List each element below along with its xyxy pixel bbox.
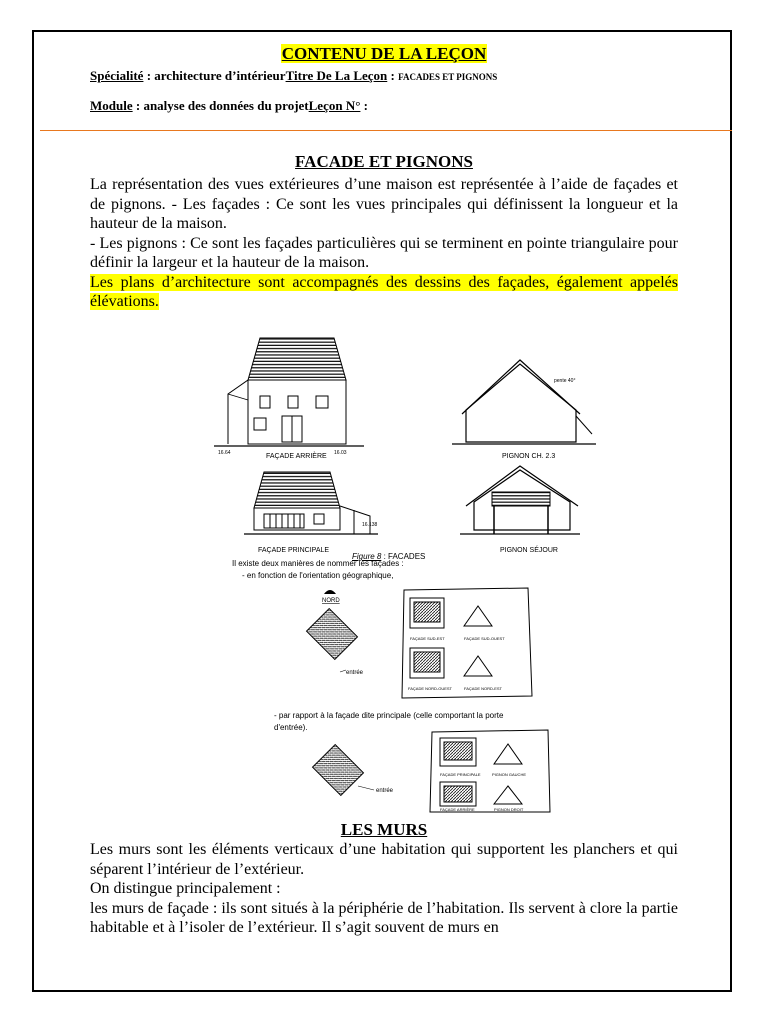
pignon-sejour-drawing [460, 466, 580, 534]
paragraph-murs-def: Les murs sont les éléments verticaux d’une habitation qui supportent les planchers et qui séparent l’intérieur de l’extérieur. [90, 841, 678, 878]
figure-facades [184, 330, 604, 561]
titre-label: Titre De La Leçon [285, 68, 388, 83]
label-pignon-sejour: PIGNON SÉJOUR [500, 547, 558, 554]
facade-principale-drawing [244, 472, 378, 534]
svg-text:FAÇADE ARRIÈRE: FAÇADE ARRIÈRE [266, 453, 327, 460]
svg-text:entrée: entrée [346, 670, 364, 676]
specialite-label: Spécialité [90, 68, 144, 83]
svg-text:d'entrée).: d'entrée). [274, 723, 308, 732]
pignon-ch-drawing [452, 360, 596, 460]
paragraph-pignons: - Les pignons : Ce sont les façades particulières qui se terminent en pointe triangulaire pour définir la largeur et la hauteur de la maison. [90, 234, 678, 271]
section-title-facade: FACADE ET PIGNONS [295, 152, 473, 171]
svg-text:FAÇADE NORD-EST: FAÇADE NORD-EST [464, 686, 503, 691]
figure-caption: Figure 8 : FACADES [352, 552, 426, 561]
lecon-label: Leçon N° [308, 98, 361, 113]
svg-text:16.64: 16.64 [218, 450, 231, 456]
svg-text:16.03: 16.03 [334, 450, 347, 456]
svg-text:PIGNON CH. 2.3: PIGNON CH. 2.3 [502, 453, 556, 460]
facades-drawing [184, 330, 604, 540]
svg-text:PIGNON DROIT: PIGNON DROIT [494, 807, 524, 812]
lesson-header-title: CONTENU DE LA LEÇON [281, 44, 487, 63]
page-frame [32, 30, 732, 992]
paragraph-elevations: Les plans d’architecture sont accompagnés des dessins des façades, également appelés élévations. [90, 273, 678, 310]
svg-text:FAÇADE SUD-EST: FAÇADE SUD-EST [410, 636, 445, 641]
module-line: Module : analyse des données du projetLeçon N° : [90, 98, 369, 113]
svg-text:FAÇADE ARRIÈRE: FAÇADE ARRIÈRE [440, 807, 475, 812]
svg-text:- par rapport à la façade dite: - par rapport à la façade dite principale (celle comportant la porte [274, 711, 504, 720]
paragraph-facades: La représentation des vues extérieures d’une maison est représentée à l’aide de façades et de pignons. - Les façades : Ce sont les vues principales qui définissent la longueur et la hauteur de la maison. [90, 176, 678, 232]
titre-value: FACADES ET PIGNONS [398, 72, 498, 82]
naming-drawing [228, 554, 608, 814]
svg-text:Il existe deux manières de nom: Il existe deux manières de nommer les façades : [232, 559, 404, 568]
svg-text:FAÇADE NORD-OUEST: FAÇADE NORD-OUEST [408, 686, 453, 691]
section-murs-body [90, 840, 678, 938]
specialite-value: : architecture d’intérieur [143, 68, 286, 83]
svg-text:PIGNON GAUCHE: PIGNON GAUCHE [492, 772, 527, 777]
module-value: : analyse des données du projet [132, 98, 309, 113]
svg-text:- en fonction de l'orientation: - en fonction de l'orientation géographique, [242, 571, 394, 580]
header-divider [40, 130, 732, 131]
section-facade-body [90, 175, 678, 312]
svg-text:FAÇADE PRINCIPALE: FAÇADE PRINCIPALE [440, 772, 481, 777]
facade-arriere-drawing [214, 338, 364, 460]
svg-text:NORD: NORD [322, 598, 340, 604]
svg-text:pente 40°: pente 40° [554, 378, 576, 384]
svg-text:16.138: 16.138 [362, 522, 378, 528]
svg-text:FAÇADE SUD-OUEST: FAÇADE SUD-OUEST [464, 636, 505, 641]
svg-text:entrée: entrée [376, 788, 394, 794]
figure-naming-facades [228, 554, 608, 814]
module-label: Module [90, 98, 133, 113]
section-title-murs: LES MURS [340, 820, 428, 839]
label-facade-principale: FAÇADE PRINCIPALE [258, 547, 330, 554]
specialite-line: Spécialité : architecture d’intérieurTitre De La Leçon : FACADES ET PIGNONS [90, 68, 498, 83]
paragraph-murs-facade: les murs de façade : ils sont situés à la périphérie de l’habitation. Ils servent à clore la partie habitable et à l’isoler de l’extérieur. Il s’agit souvent de murs en [90, 899, 678, 936]
paragraph-distingue: On distingue principalement : [90, 880, 281, 897]
